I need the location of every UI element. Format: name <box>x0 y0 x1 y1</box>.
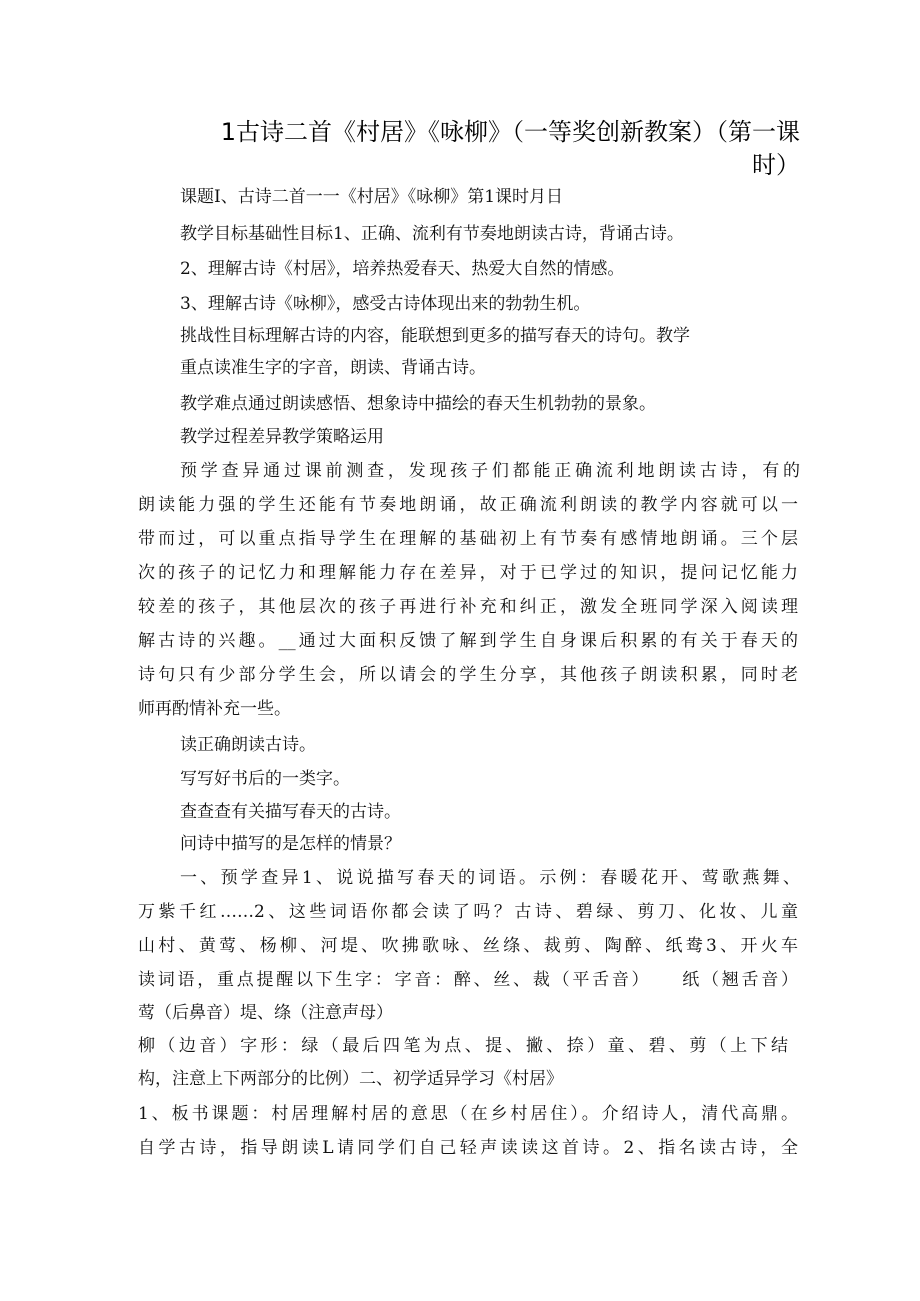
text-line: 2、理解古诗《村居》，培养热爱春天、热爱大自然的情感。 <box>180 259 625 279</box>
text-line: 柳（边音）字形：绿（最后四笔为点、提、撇、捺）童、碧、剪（上下结 <box>138 1036 788 1056</box>
text-line: 问诗中描写的是怎样的情景？ <box>180 834 401 854</box>
doc-title-line-1: 1古诗二首《村居》《咏柳》（一等奖创新教案）（第一课 <box>220 118 800 146</box>
text-line: 朗读能力强的学生还能有节奏地朗诵，故正确流利朗读的教学内容就可以一 <box>138 495 798 515</box>
text-line: 构，注意上下两部分的比例）二、初学适异学习《村居》 <box>138 1069 563 1089</box>
text-line: 挑战性目标理解古诗的内容，能联想到更多的描写春天的诗句。教学 <box>180 326 690 346</box>
doc-title-line-2: 时） <box>752 151 800 179</box>
text-line: 解古诗的兴趣。__通过大面积反馈了解到学生自身课后积累的有关于春天的 <box>138 631 798 651</box>
text-line: 莺（后鼻音）堤、绦（注意声母） <box>138 1003 393 1023</box>
text-line: 山村、黄莺、杨柳、河堤、吹拂歌咏、丝绦、裁剪、陶醉、纸鸯3、开火车 <box>138 936 798 956</box>
text-line: 带而过，可以重点指导学生在理解的基础初上有节奏有感情地朗诵。三个层 <box>138 529 798 549</box>
text-line: 课题Ⅰ、古诗二首一一《村居》《咏柳》第1课时月日 <box>180 187 564 207</box>
text-line: 师再酌情补充一些。 <box>138 699 291 719</box>
text-line: 自学古诗，指导朗读L请同学们自己轻声读读这首诗。2、指名读古诗，全 <box>138 1138 798 1158</box>
text-line: 次的孩子的记忆力和理解能力存在差异，对于已学过的知识，提问记忆能力 <box>138 563 798 583</box>
text-line: 教学过程差异教学策略运用 <box>180 427 384 447</box>
text-line: 1、板书课题：村居理解村居的意思（在乡村居住）。介绍诗人，清代高鼎。 <box>138 1104 798 1124</box>
text-line: 预学查异通过课前测查，发现孩子们都能正确流利地朗读古诗，有的 <box>180 461 800 481</box>
text-line: 万紫千红……2、这些词语你都会读了吗？古诗、碧绿、剪刀、化妆、儿童 <box>138 902 798 922</box>
text-line: 教学难点通过朗读感悟、想象诗中描绘的春天生机勃勃的景象。 <box>180 394 656 414</box>
text-line: 教学目标基础性目标1、正确、流利有节奏地朗读古诗，背诵古诗。 <box>180 224 684 244</box>
text-line: 读词语，重点提醒以下生字：字音：醉、丝、裁（平舌音） 纸（翘舌音） <box>138 970 798 990</box>
text-line: 诗句只有少部分学生会，所以请会的学生分享，其他孩子朗读积累，同时老 <box>138 665 798 685</box>
text-line: 写写好书后的一类字。 <box>180 769 350 789</box>
text-line: 3、理解古诗《咏柳》，感受古诗体现出来的勃勃生机。 <box>180 294 591 314</box>
text-line: 重点读准生字的字音，朗读、背诵古诗。 <box>180 358 486 378</box>
text-line: 较差的孩子，其他层次的孩子再进行补充和纠正，激发全班同学深入阅读理 <box>138 597 798 617</box>
text-line: 一、预学查异1、说说描写春天的词语。示例：春暖花开、莺歌燕舞、 <box>180 868 800 888</box>
text-line: 读正确朗读古诗。 <box>180 735 316 755</box>
text-line: 查查查有关描写春天的古诗。 <box>180 802 401 822</box>
